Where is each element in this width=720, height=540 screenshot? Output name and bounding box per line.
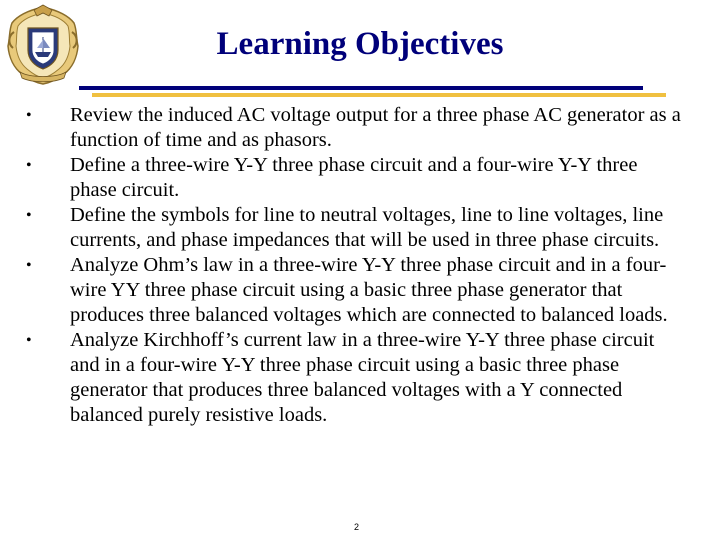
list-item — [22, 253, 682, 328]
list-item-text: Define the symbols for line to neutral voltages, line to line voltages, line currents, and phase impedances that will be used in three phase circuits. — [70, 204, 664, 251]
list-item — [22, 103, 682, 153]
list-item-text: Analyze Ohm’s law in a three-wire Y-Y three phase circuit and in a four-wire YY three phase circuit using a basic three phase generator that produces three balanced voltages which are connected to balanced loads. — [70, 254, 668, 326]
list-item-text: Analyze Kirchhoff’s current law in a three-wire Y-Y three phase circuit and in a four-wire Y-Y three phase circuit using a basic three phase generator that produces three balanced voltages with a Y connected balanced purely resistive loads. — [70, 329, 655, 426]
list-item-text: Define a three-wire Y-Y three phase circuit and a four-wire Y-Y three phase circuit. — [70, 154, 638, 201]
bullet-icon: • — [26, 257, 32, 274]
bullet-icon: • — [26, 332, 32, 349]
title-underline-primary — [79, 86, 643, 90]
list-item — [22, 153, 682, 203]
page-number: 2 — [354, 522, 360, 532]
bullet-icon: • — [26, 157, 32, 174]
naval-academy-crest-icon — [4, 4, 82, 86]
list-item-text: Review the induced AC voltage output for a three phase AC generator as a function of time and as phasors. — [70, 104, 681, 151]
list-item — [22, 328, 682, 428]
objectives-list — [22, 103, 682, 428]
list-item — [22, 203, 682, 253]
bullet-icon: • — [26, 107, 32, 124]
slide-title: Learning Objectives — [216, 26, 504, 62]
bullet-icon: • — [26, 207, 32, 224]
title-underline-accent — [92, 93, 666, 97]
